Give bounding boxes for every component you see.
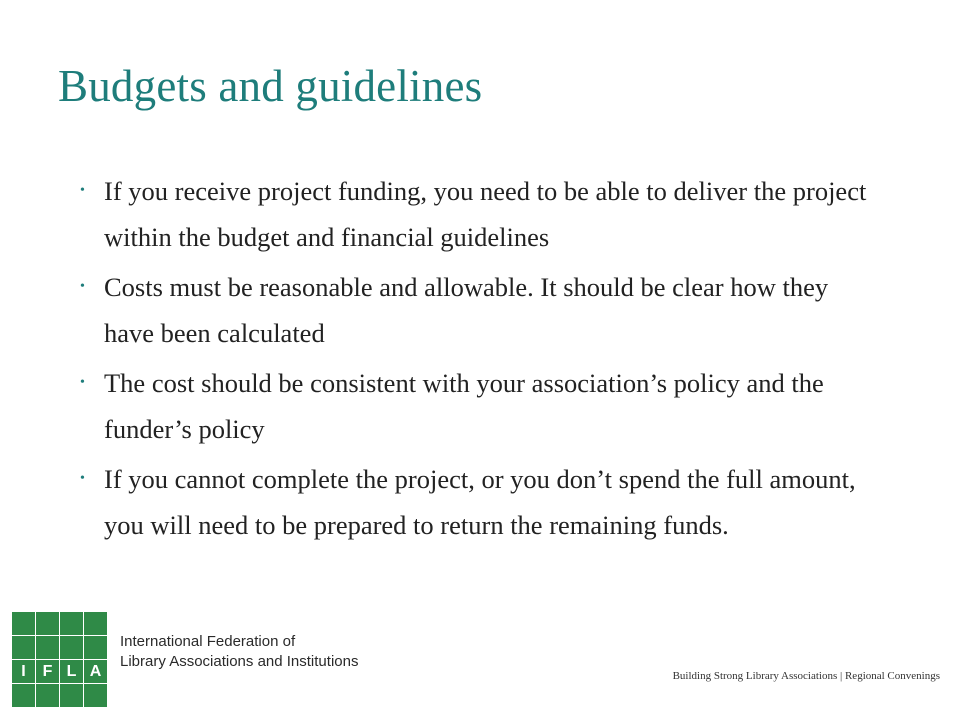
- bullet-dot-icon: •: [80, 183, 85, 198]
- footer-text: Building Strong Library Associations | Regional Convenings: [672, 670, 940, 682]
- bullet-text: The cost should be consistent with your association’s policy and the funder’s policy: [104, 368, 824, 444]
- logo-text: [120, 632, 358, 672]
- bullet-item: [78, 360, 878, 452]
- ifla-logo-grid-icon: [12, 612, 108, 708]
- bullet-text: If you receive project funding, you need to be able to deliver the project within the budget and financial guidelines: [104, 176, 867, 252]
- bullet-dot-icon: •: [80, 279, 85, 294]
- ifla-logo: [12, 612, 359, 708]
- logo-line-1: International Federation of: [120, 633, 296, 650]
- logo-letter: I: [12, 660, 35, 683]
- logo-letter: A: [84, 660, 107, 683]
- bullet-item: [78, 264, 878, 356]
- slide-title: Budgets and guidelines: [58, 61, 483, 111]
- bullet-list: [78, 168, 878, 552]
- bullet-item: [78, 456, 878, 548]
- logo-letter: L: [60, 660, 83, 683]
- logo-line-2: Library Associations and Institutions: [120, 653, 359, 670]
- bullet-text: Costs must be reasonable and allowable. It should be clear how they have been calculated: [104, 272, 829, 348]
- logo-letter: F: [36, 660, 59, 683]
- bullet-dot-icon: •: [80, 471, 85, 486]
- bullet-text: If you cannot complete the project, or you don’t spend the full amount, you will need to be prepared to return the remaining funds.: [104, 464, 856, 540]
- bullet-dot-icon: •: [80, 375, 85, 390]
- bullet-item: [78, 168, 878, 260]
